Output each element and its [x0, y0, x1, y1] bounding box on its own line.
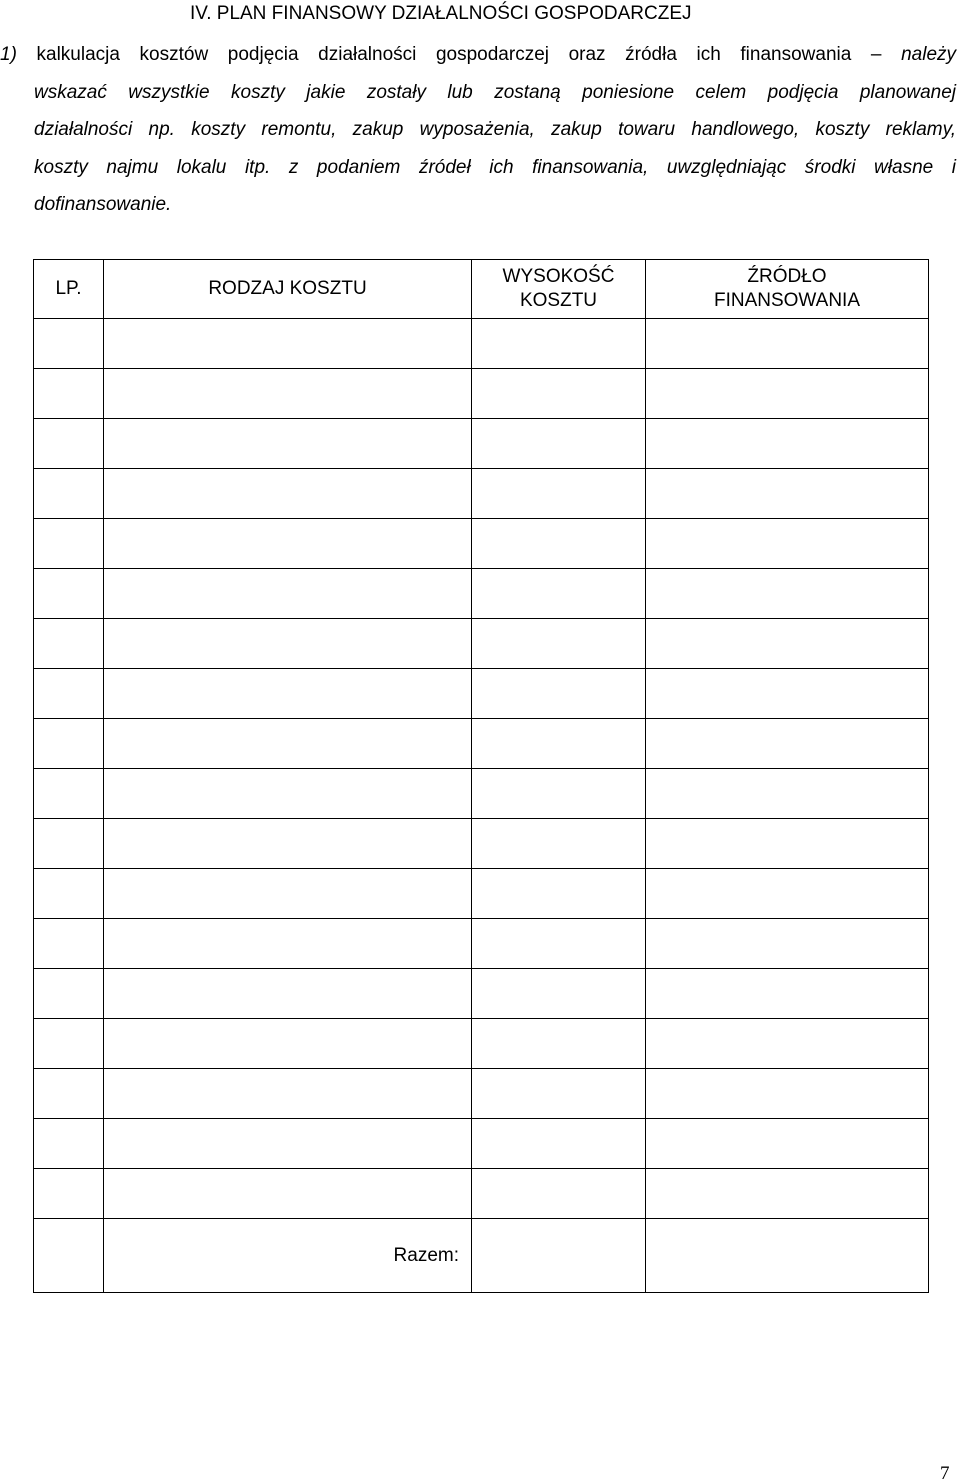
intro-line-1 [0, 36, 956, 74]
cost-type-cell[interactable] [104, 919, 472, 969]
table-row [34, 719, 929, 769]
table-header-row [34, 260, 929, 319]
funding-source-cell[interactable] [646, 519, 929, 569]
cost-type-cell[interactable] [104, 519, 472, 569]
funding-source-cell[interactable] [646, 919, 929, 969]
table-row [34, 1169, 929, 1219]
cost-amount-cell[interactable] [472, 1169, 646, 1219]
table-row [34, 869, 929, 919]
table-row [34, 1019, 929, 1069]
table-row [34, 569, 929, 619]
funding-source-cell[interactable] [646, 1069, 929, 1119]
cost-amount-cell[interactable] [472, 619, 646, 669]
cost-type-cell[interactable] [104, 1169, 472, 1219]
cost-amount-cell[interactable] [472, 1069, 646, 1119]
lp-cell[interactable] [34, 469, 104, 519]
cost-type-cell[interactable] [104, 869, 472, 919]
cost-amount-cell[interactable] [472, 569, 646, 619]
funding-source-cell[interactable] [646, 869, 929, 919]
col-header-lp: LP. [34, 260, 104, 319]
intro-line-4: koszty najmu lokalu itp. z podaniem źródeł ich finansowania, uwzględniając środki własne i [34, 156, 956, 178]
cost-type-cell[interactable] [104, 719, 472, 769]
lp-cell[interactable] [34, 569, 104, 619]
table-row [34, 1119, 929, 1169]
lp-cell[interactable] [34, 819, 104, 869]
funding-source-cell[interactable] [646, 1019, 929, 1069]
cost-type-cell[interactable] [104, 319, 472, 369]
lp-cell[interactable] [34, 919, 104, 969]
total-amount-cell[interactable] [472, 1219, 646, 1293]
lp-cell[interactable] [34, 1169, 104, 1219]
lp-cell[interactable] [34, 669, 104, 719]
cost-type-cell[interactable] [104, 1019, 472, 1069]
table-row [34, 419, 929, 469]
table-row [34, 619, 929, 669]
funding-source-cell[interactable] [646, 669, 929, 719]
funding-source-cell[interactable] [646, 1119, 929, 1169]
table-row [34, 519, 929, 569]
lp-cell[interactable] [34, 1019, 104, 1069]
funding-source-cell[interactable] [646, 769, 929, 819]
lp-cell[interactable] [34, 769, 104, 819]
cost-amount-cell[interactable] [472, 869, 646, 919]
cost-type-cell[interactable] [104, 969, 472, 1019]
table-row [34, 919, 929, 969]
lp-cell[interactable] [34, 519, 104, 569]
cost-amount-cell[interactable] [472, 1019, 646, 1069]
table-row [34, 769, 929, 819]
cost-type-cell[interactable] [104, 569, 472, 619]
intro-line-1-italic: należy [901, 44, 957, 65]
cost-type-cell[interactable] [104, 419, 472, 469]
cost-amount-cell[interactable] [472, 719, 646, 769]
cost-type-cell[interactable] [104, 769, 472, 819]
cost-amount-cell[interactable] [472, 919, 646, 969]
cost-type-cell[interactable] [104, 369, 472, 419]
lp-cell[interactable] [34, 1119, 104, 1169]
cost-amount-cell[interactable] [472, 1119, 646, 1169]
cost-amount-cell[interactable] [472, 319, 646, 369]
lp-cell[interactable] [34, 869, 104, 919]
table-row [34, 469, 929, 519]
intro-paragraph [0, 36, 960, 224]
funding-source-cell[interactable] [646, 969, 929, 1019]
cost-type-cell[interactable] [104, 669, 472, 719]
total-lp-cell [34, 1219, 104, 1293]
funding-source-cell[interactable] [646, 469, 929, 519]
table-row [34, 319, 929, 369]
table-body [34, 319, 929, 1293]
cost-table [33, 259, 929, 1293]
intro-line-3: działalności np. koszty remontu, zakup wyposażenia, zakup towaru handlowego, koszty reklamy, [34, 119, 956, 140]
intro-line-5: dofinansowanie. [34, 194, 172, 215]
lp-cell[interactable] [34, 1069, 104, 1119]
cost-amount-cell[interactable] [472, 369, 646, 419]
cost-amount-cell[interactable] [472, 819, 646, 869]
intro-lead: kalkulacja kosztów podjęcia działalności gospodarczej oraz źródła ich finansowania [36, 44, 852, 65]
lp-cell[interactable] [34, 969, 104, 1019]
cost-amount-cell[interactable] [472, 769, 646, 819]
col-header-funding-source: ŹRÓDŁO FINANSOWANIA [646, 260, 929, 319]
total-row [34, 1219, 929, 1293]
table-row [34, 969, 929, 1019]
funding-source-cell[interactable] [646, 319, 929, 369]
col-header-cost-amount: WYSOKOŚĆ KOSZTU [472, 260, 646, 319]
intro-dash: – [870, 44, 882, 65]
funding-source-cell[interactable] [646, 819, 929, 869]
table-row [34, 669, 929, 719]
table-row [34, 1069, 929, 1119]
cost-amount-cell[interactable] [472, 469, 646, 519]
item-number: 1) [0, 44, 17, 65]
lp-cell[interactable] [34, 369, 104, 419]
section-heading: IV. PLAN FINANSOWY DZIAŁALNOŚCI GOSPODARCZEJ [190, 3, 692, 24]
lp-cell[interactable] [34, 419, 104, 469]
cost-amount-cell[interactable] [472, 669, 646, 719]
lp-cell[interactable] [34, 619, 104, 669]
cost-type-cell[interactable] [104, 819, 472, 869]
cost-amount-cell[interactable] [472, 969, 646, 1019]
lp-cell[interactable] [34, 719, 104, 769]
cost-type-cell[interactable] [104, 1119, 472, 1169]
table-row [34, 369, 929, 419]
funding-source-cell[interactable] [646, 719, 929, 769]
funding-source-cell[interactable] [646, 1169, 929, 1219]
total-source-cell[interactable] [646, 1219, 929, 1293]
funding-source-cell[interactable] [646, 569, 929, 619]
lp-cell[interactable] [34, 319, 104, 369]
page-number: 7 [940, 1463, 950, 1484]
col-header-cost-type: RODZAJ KOSZTU [104, 260, 472, 319]
cost-type-cell[interactable] [104, 469, 472, 519]
intro-line-2: wskazać wszystkie koszty jakie zostały lub zostaną poniesione celem podjęcia planowanej [34, 81, 956, 103]
funding-source-cell[interactable] [646, 369, 929, 419]
cost-type-cell[interactable] [104, 1069, 472, 1119]
funding-source-cell[interactable] [646, 619, 929, 669]
cost-amount-cell[interactable] [472, 419, 646, 469]
total-label: Razem: [104, 1219, 472, 1293]
cost-amount-cell[interactable] [472, 519, 646, 569]
table-row [34, 819, 929, 869]
cost-type-cell[interactable] [104, 619, 472, 669]
funding-source-cell[interactable] [646, 419, 929, 469]
